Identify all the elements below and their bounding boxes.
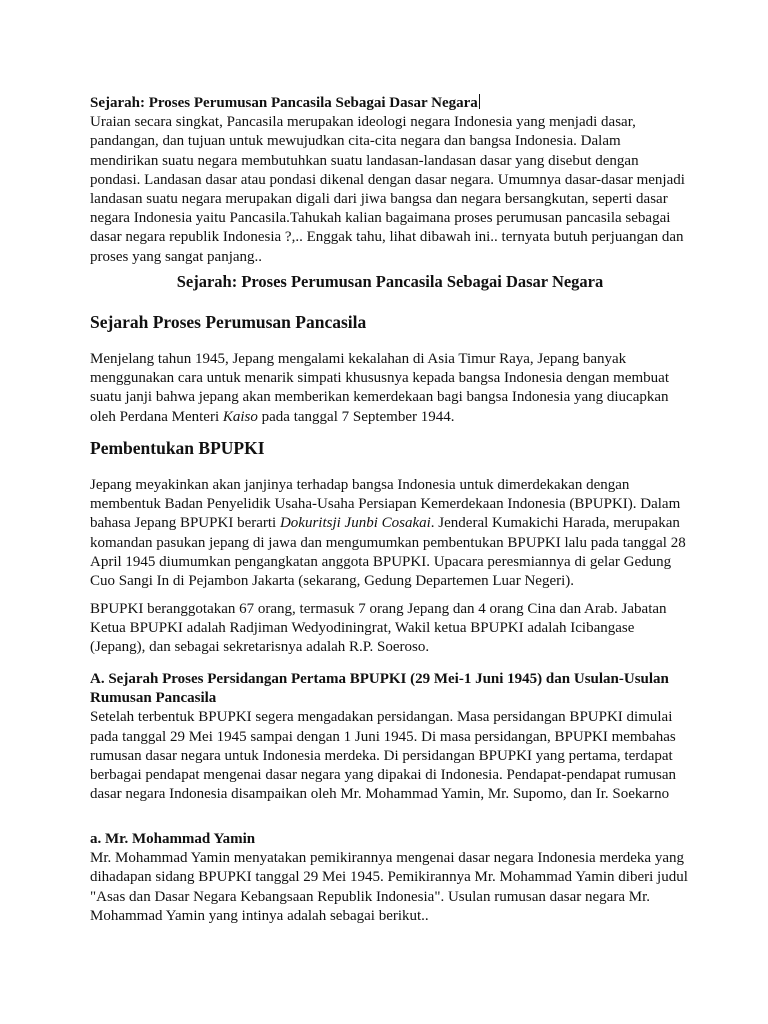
section4-block <box>90 830 690 926</box>
section1-body-block <box>90 350 690 427</box>
section1-body <box>90 350 690 427</box>
section1-heading-block <box>90 311 690 333</box>
section2-p1-italic: Dokuritsji Junbi Cosakai <box>279 515 431 532</box>
section1-body-text-b: pada tanggal 7 September 1944. <box>257 408 455 425</box>
section2-paragraph1-block <box>90 476 690 591</box>
main-heading: Sejarah: Proses Perumusan Pancasila Sebagai Dasar Negara <box>176 272 604 291</box>
intro-body: Uraian secara singkat, Pancasila merupakan ideologi negara Indonesia yang menjadi dasar, pandangan, dan tujuan untuk mewujudkan cita-cita negara dan bangsa Indonesia. Dalam mendirikan suatu negara membutuhkan suatu landasan-landasan dasar yang disebut dengan pondasi. Landasan dasar atau pondasi dikenal dengan dasar negara. Umumnya dasar-dasar menjadi landasan suatu negara merupakan digali dari jiwa bangsa dan negara bersangkutan, seperti dasar negara Indonesia yaitu Pancasila.Tahukah kalian bagaimana proses perumusan pancasila sebagai dasar negara republik Indonesia ?,.. Enggak tahu, lihat dibawah ini.. ternyata butuh perjuangan dan proses yang sangat panjang.. <box>90 114 685 265</box>
section3-body: Setelah terbentuk BPUPKI segera mengadakan persidangan. Masa persidangan BPUPKI dimulai pada tanggal 29 Mei 1945 sampai dengan 1 Juni 1945. Di masa persidangan, BPUPKI membahas rumusan dasar negara untuk Indonesia merdeka. Di persidangan BPUPKI yang pertama, terdapat berbagai pendapat mengenai dasar negara yang dipakai di Indonesia. Pendapat-pendapat rumusan dasar negara Indonesia disampaikan oleh Mr. Mohammad Yamin, Mr. Supomo, dan Ir. Soekarno <box>90 709 677 803</box>
section2-paragraph1 <box>90 476 690 591</box>
section2-p1-text-b: . Jenderal Kumakichi Harada, merupakan komandan pasukan jepang di jawa dan mengumumkan pembentukan BPUPKI lalu pada tanggal 28 April 1945 diumumkan pengangkatan anggota BPUPKI. Upacara peresmiannya di gelar Gedung Cuo Sangi In di Pejambon Jakarta (sekarang, Gedung Departemen Luar Negeri). <box>90 515 686 590</box>
section3-heading: A. Sejarah Proses Persidangan Pertama BPUPKI (29 Mei-1 Juni 1945) dan Usulan-Usulan Rumusan Pancasila <box>90 671 669 707</box>
intro-block <box>90 94 690 267</box>
section2-paragraph2: BPUPKI beranggotakan 67 orang, termasuk 7 orang Jepang dan 4 orang Cina dan Arab. Jabatan Ketua BPUPKI adalah Radjiman Wedyodiningrat, Wakil ketua BPUPKI adalah Icibangase (Jepang), dan sebagai sekretarisnya adalah R.P. Soeroso. <box>90 601 667 656</box>
intro-paragraph <box>90 94 690 267</box>
section1-heading: Sejarah Proses Perumusan Pancasila <box>90 312 367 332</box>
section1-body-text-a: Menjelang tahun 1945, Jepang mengalami kekalahan di Asia Timur Raya, Jepang banyak menggunakan cara untuk menarik simpati khususnya kepada bangsa Indonesia dengan membuat suatu janji bahwa jepang akan memberikan kemerdekaan bagi bangsa Indonesia yang diucapkan oleh Perdana Menteri <box>90 351 669 425</box>
section4-body: Mr. Mohammad Yamin menyatakan pemikirannya mengenai dasar negara Indonesia merdeka yang dihadapan sidang BPUPKI tanggal 29 Mei 1945. Pemikirannya Mr. Mohammad Yamin diberi judul "Asas dan Dasar Negara Kebangsaan Republik Indonesia". Usulan rumusan dasar negara Mr. Mohammad Yamin yang intinya adalah sebagai berikut.. <box>90 850 688 924</box>
section2-p1-text-a: Jepang meyakinkan akan janjinya terhadap bangsa Indonesia untuk dimerdekakan dengan membentuk Badan Penyelidik Usaha-Usaha Persiapan Kemerdekaan Indonesia (BPUPKI). Dalam bahasa Jepang BPUPKI berarti <box>90 477 681 532</box>
section2-paragraph2-block <box>90 600 690 658</box>
main-heading-block <box>90 272 690 292</box>
section2-heading: Pembentukan BPUPKI <box>90 438 265 458</box>
section1-body-italic: Kaiso <box>222 408 258 425</box>
intro-title: Sejarah: Proses Perumusan Pancasila Sebagai Dasar Negara <box>90 95 478 111</box>
text-cursor <box>479 94 480 109</box>
section3-block <box>90 670 690 804</box>
section2-heading-block <box>90 437 690 459</box>
section4-heading: a. Mr. Mohammad Yamin <box>90 831 256 847</box>
